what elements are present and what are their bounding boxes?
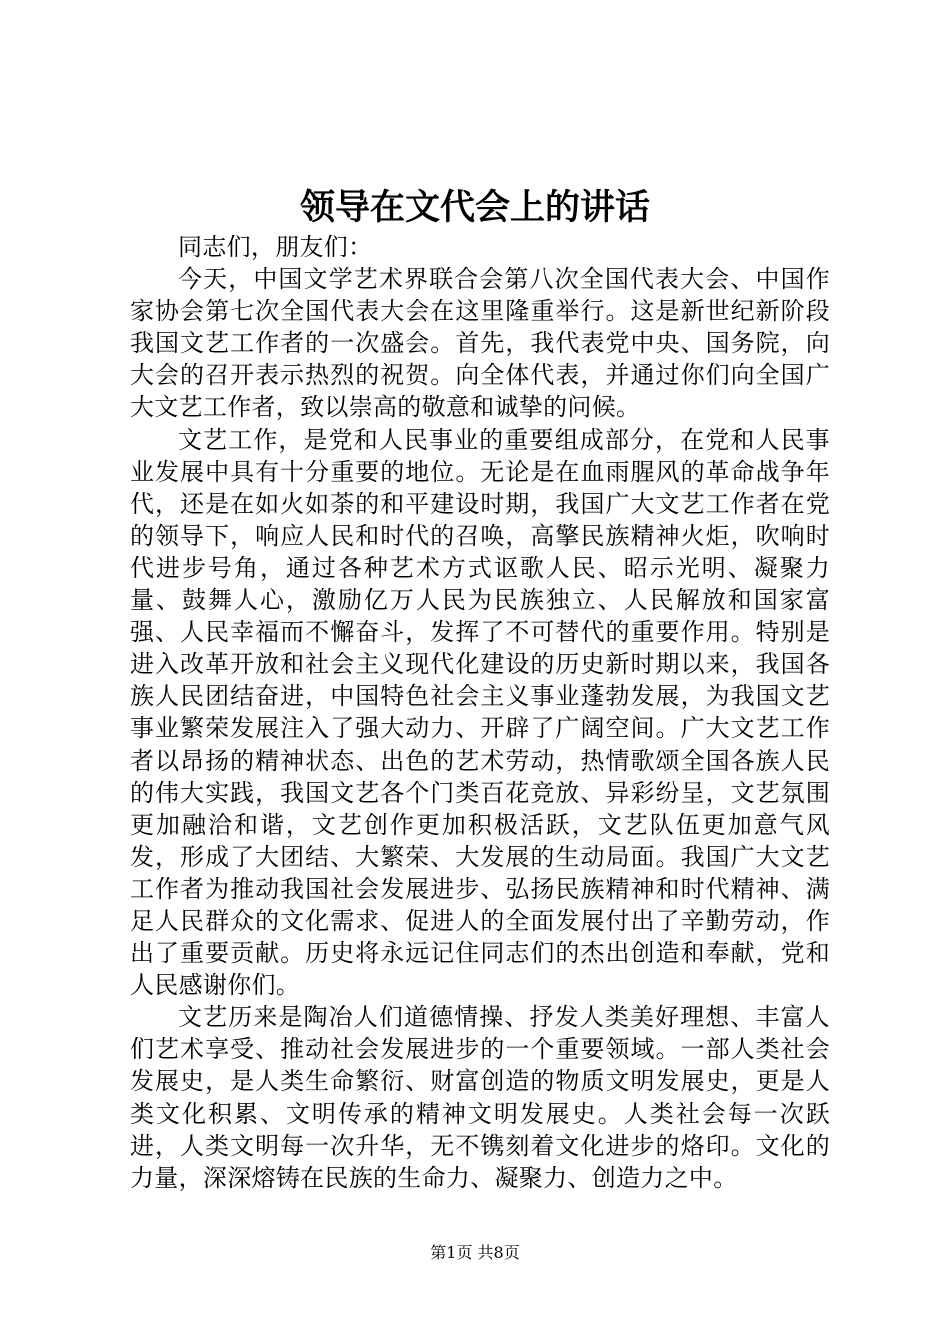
greeting-paragraph: 同志们，朋友们： (178, 233, 373, 261)
body-paragraph: 文艺工作，是党和人民事业的重要组成部分，在党和人民事业发展中具有十分重要的地位。无论是在血雨腥风的革命战争年代，还是在如火如荼的和平建设时期，我国广大文艺工作者在党的领导下，响应人民和时代的召唤，高擎民族精神火炬，吹响时代进步号角，通过各种艺术方式讴歌人民、昭示光明、凝聚力量、鼓舞人心，激励亿万人民为民族独立、人民解放和国家富强、人民幸福而不懈奋斗，发挥了不可替代的重要作用。特别是进入改革开放和社会主义现代化建设的历史新时期以来，我国各族人民团结奋进，中国特色社会主义事业蓬勃发展，为我国文艺事业繁荣发展注入了强大动力、开辟了广阔空间。广大文艺工作者以昂扬的精神状态、出色的艺术劳动，热情歌颂全国各族人民的伟大实践，我国文艺各个门类百花竞放、异彩纷呈，文艺氛围更加融洽和谐，文艺创作更加积极活跃，文艺队伍更加意气风发，形成了大团结、大繁荣、大发展的生动局面。我国广大文艺工作者为推动我国社会发展进步、弘扬民族精神和时代精神、满足人民群众的文化需求、促进人的全面发展付出了辛勤劳动，作出了重要贡献。历史将永远记住同志们的杰出创造和奉献，党和人民感谢你们。 (130, 425, 830, 1000)
page-number-footer: 第1页 共8页 (430, 1243, 520, 1262)
body-paragraph: 文艺历来是陶冶人们道德情操、抒发人类美好理想、丰富人们艺术享受、推动社会发展进步的一个重要领域。一部人类社会发展史，是人类生命繁衍、财富创造的物质文明发展史，更是人类文化积累、文明传承的精神文明发展史。人类社会每一次跃进，人类文明每一次升华，无不镌刻着文化进步的烙印。文化的力量，深深熔铸在民族的生命力、凝聚力、创造力之中。 (130, 1003, 830, 1192)
document-title: 领导在文代会上的讲话 (299, 188, 650, 228)
document-body (130, 231, 830, 1194)
body-paragraph: 今天，中国文学艺术界联合会第八次全国代表大会、中国作家协会第七次全国代表大会在这里隆重举行。这是新世纪新阶段我国文艺工作者的一次盛会。首先，我代表党中央、国务院，向大会的召开表示热烈的祝贺。向全体代表，并通过你们向全国广大文艺工作者，致以崇高的敬意和诚挚的问候。 (130, 265, 830, 422)
